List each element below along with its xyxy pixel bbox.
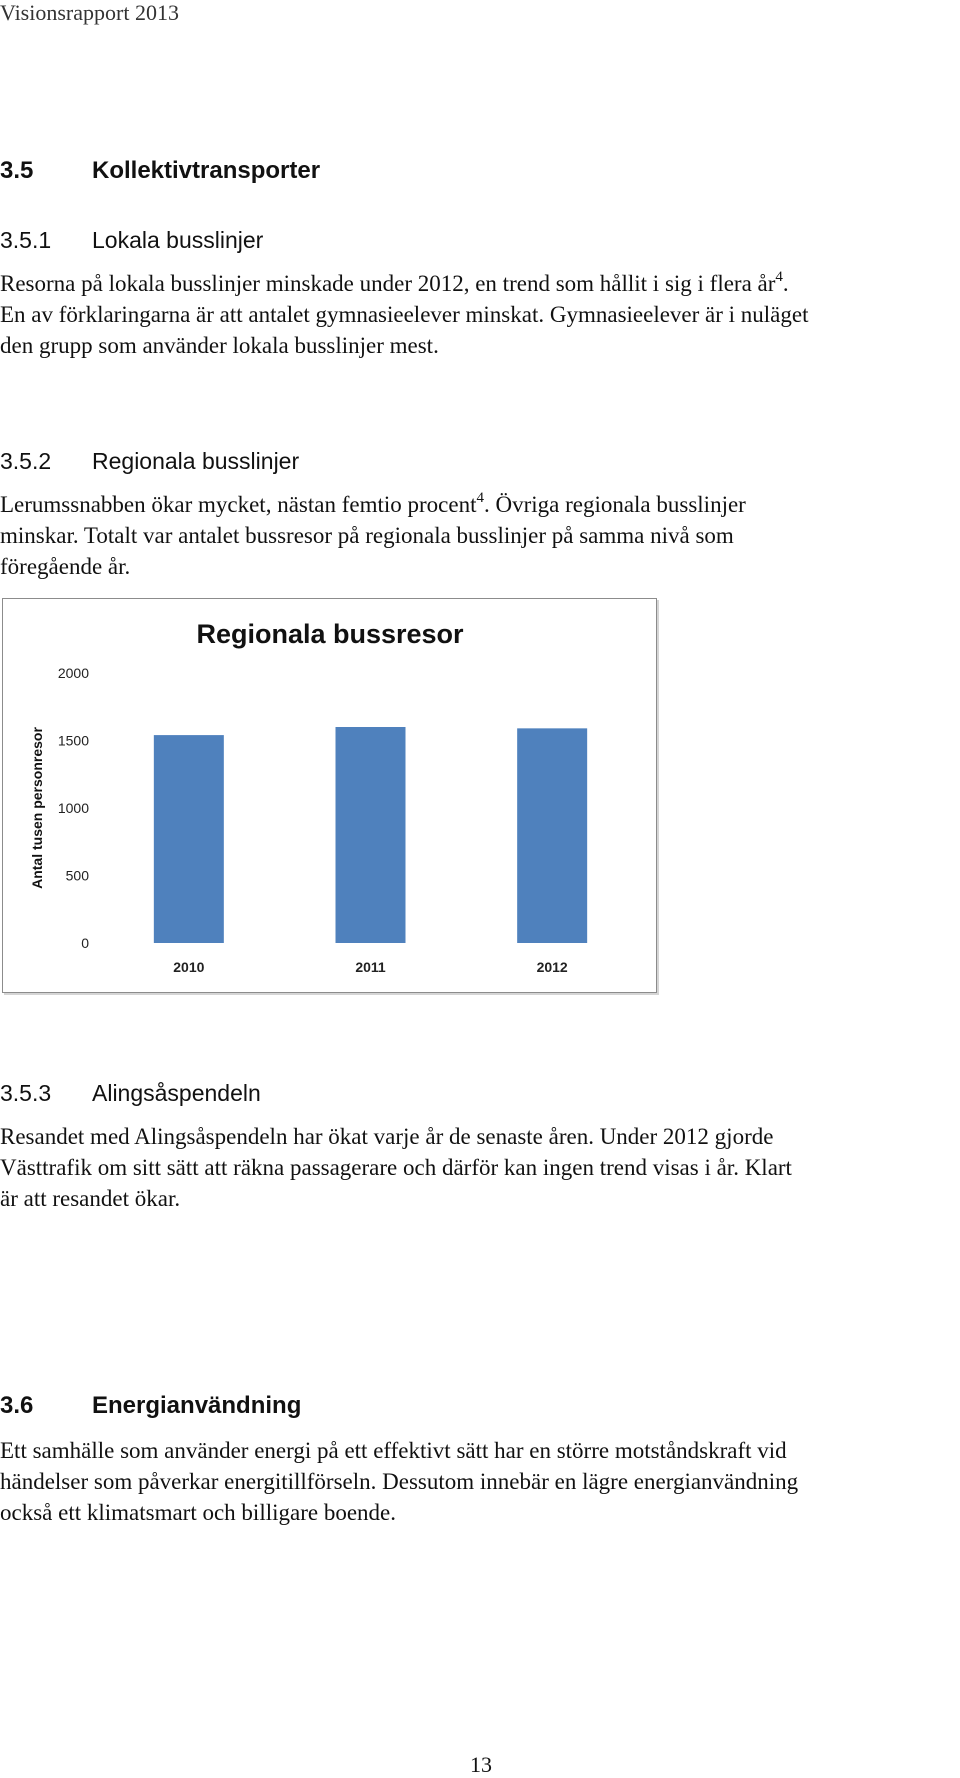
bar-2011 — [336, 727, 406, 943]
y-tick-label: 1000 — [57, 800, 89, 816]
bars — [154, 727, 587, 943]
paragraph-regionala-busslinjer — [0, 489, 958, 582]
paragraph-line: den grupp som använder lokala busslinjer mest. — [0, 333, 439, 358]
y-tick-label: 500 — [65, 867, 89, 884]
paragraph-line: minskar. Totalt var antalet bussresor på regionala busslinjer på samma nivå som — [0, 523, 734, 548]
bar-2010 — [154, 735, 224, 943]
section-title: Energianvändning — [92, 1392, 302, 1419]
footnote-ref: 4 — [476, 490, 484, 506]
y-tick-label: 2000 — [57, 665, 89, 681]
y-tick-label: 1500 — [57, 732, 89, 749]
subsection-title: Alingsåspendeln — [92, 1080, 261, 1106]
paragraph-line: Resorna på lokala busslinjer minskade under 2012, en trend som hållit i sig i flera $år^4$. — [0, 269, 789, 296]
paragraph-line: föregående år. — [0, 554, 131, 579]
subsection-number: 3.5.3 — [0, 1080, 52, 1106]
page-number: 13 — [470, 1752, 492, 1777]
section-heading-3-5 — [0, 157, 958, 187]
y-tick-label: 0 — [81, 935, 89, 951]
section-title: Kollektivtransporter — [92, 157, 321, 184]
y-axis-label: Antal tusen personresor — [29, 727, 45, 889]
bar-2012 — [517, 728, 587, 943]
x-axis-categories — [173, 959, 568, 975]
chart-title: Regionala bussresor — [196, 619, 464, 649]
subsection-heading-3-5-1 — [0, 227, 958, 257]
y-axis-ticks — [58, 665, 89, 951]
subsection-title: Lokala busslinjer — [92, 227, 264, 253]
subsection-heading-3-5-3 — [0, 1080, 958, 1110]
paragraph-energianvandning — [0, 1435, 958, 1528]
paragraph-line: är att resandet ökar. — [0, 1186, 181, 1211]
subsection-title: Regionala busslinjer — [92, 448, 300, 474]
x-category-label: 2012 — [536, 959, 568, 975]
section-heading-3-6 — [0, 1392, 958, 1422]
paragraph-line: händelser som påverkar energitillförseln. Dessutom innebär en lägre energianvändning — [0, 1469, 799, 1494]
footnote-ref: 4 — [775, 269, 783, 285]
paragraph-alingsaspendeln — [0, 1121, 958, 1214]
section-number: 3.6 — [0, 1392, 34, 1419]
paragraph-line: Ett samhälle som använder energi på ett effektivt sätt har en större motståndskraft vid — [0, 1438, 787, 1463]
paragraph-line: också ett klimatsmart och billigare boende. — [0, 1500, 396, 1525]
subsection-number: 3.5.2 — [0, 448, 52, 474]
subsection-number: 3.5.1 — [0, 227, 52, 253]
paragraph-line: Resandet med Alingsåspendeln har ökat varje år de senaste åren. Under 2012 gjorde — [0, 1124, 774, 1149]
bar-chart-regionala-bussresor — [2, 598, 657, 993]
paragraph-line: En av förklaringarna är att antalet gymnasieelever minskat. Gymnasieelever är i nuläget — [0, 302, 809, 327]
paragraph-line: Lerumssnabben ökar mycket, nästan femtio procent$^4$. Övriga regionala busslinjer — [0, 490, 746, 517]
x-category-label: 2010 — [173, 959, 205, 975]
section-number: 3.5 — [0, 157, 34, 184]
chart-canvas — [3, 599, 656, 992]
paragraph-line: Västtrafik om sitt sätt att räkna passagerare och därför kan ingen trend visas i år. Klart — [0, 1155, 792, 1180]
running-header: Visionsrapport 2013 — [0, 0, 179, 25]
paragraph-lokala-busslinjer — [0, 268, 958, 361]
subsection-heading-3-5-2 — [0, 448, 958, 478]
x-category-label: 2011 — [355, 959, 386, 975]
